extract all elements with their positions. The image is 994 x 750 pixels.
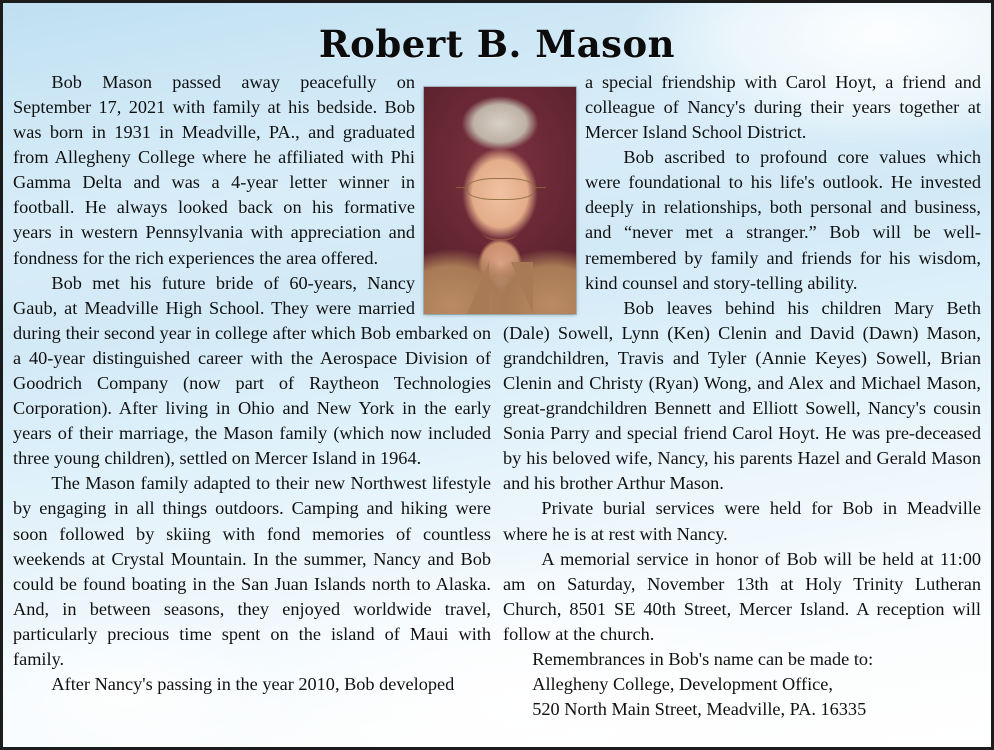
survivors-block — [503, 296, 981, 647]
paragraph-northwest-lifestyle: The Mason family adapted to their new Northwest lifestyle by engaging in all things outdoors. Camping and hiking were soon followed by skiing with fond memories of countless weekends at Crystal Mountain. In the summer, Nancy and Bob could be found boating in the San Juan Islands north to Alaska. And, in between seasons, they enjoyed worldwide travel, particularly precious time spent on the island of Maui with family. — [13, 473, 491, 669]
paragraph-survivors: Bob leaves behind his children Mary Beth (Dale) Sowell, Lynn (Ken) Clenin and David (Dawn) Mason, grandchildren, Travis and Tyler (Annie Keyes) Sowell, Brian Clenin and Christy (Ryan) Wong, and Alex and Michael Mason, great-grandchildren Bennett and Elliott Sowell, Nancy's cousin Sonia Parry and special friend Carol Hoyt. He was pre-deceased by his beloved wife, Nancy, his parents Hazel and Gerald Mason and his brother Arthur Mason. — [503, 297, 981, 494]
paragraph-friendship-continuation: a special friendship with Carol Hoyt, a friend and colleague of Nancy's during their years together at Mercer Island School District. — [585, 71, 981, 143]
portrait-photo — [424, 87, 576, 314]
jacket-lapel-right — [511, 262, 533, 314]
remembrances-organization: Allegheny College, Development Office, — [532, 674, 833, 695]
paragraph-memorial-service: A memorial service in honor of Bob will be held at 11:00 am on Saturday, November 13th at Holy Trinity Lutheran Church, 8501 SE 40th Street, Mercer Island. A reception will follow at the church. — [503, 548, 981, 644]
paragraph-marriage-career: Bob met his future bride of 60-years, Nancy Gaub, at Meadville High School. They were married during their second year in college after which Bob embarked on a 40-year distinguished career with the Aerospace Division of Goodrich Company (now part of Raytheon Technologies Corporation). After living in Ohio and New York in the early years of their marriage, the Mason family (which now included three young children), settled on Mercer Island in 1964. — [13, 272, 491, 469]
paragraph-core-values: Bob ascribed to profound core values which were foundational to his life's outlook. He invested deeply in relationships, both personal and business, and “never met a stranger.” Bob will be well-remembered by family and friends for his wisdom, kind counsel and story-telling ability. — [585, 147, 981, 293]
remembrances-address: 520 North Main Street, Meadville, PA. 16335 — [532, 699, 867, 720]
paragraph-burial: Private burial services were held for Bob in Meadville where he is at rest with Nancy. — [503, 498, 981, 544]
paragraph-obituary-opening: Bob Mason passed away peacefully on September 17, 2021 with family at his bedside. Bob was born in 1931 in Meadville, PA., and graduated from Allegheny College where he affiliated with Phi Gamma Delta and was a 4-year letter winner in football. He always looked back on his formative years in western Pennsylvania with appreciation and fondness for the rich experiences the area offered. — [13, 71, 415, 268]
page-title: Robert B. Mason — [318, 22, 676, 66]
remembrances-block — [503, 647, 981, 722]
paragraph-carol-hoyt-bridge: After Nancy's passing in the year 2010, Bob developed — [51, 674, 455, 695]
remembrances-intro: Remembrances in Bob's name can be made to: — [532, 649, 874, 669]
jacket-lapel-left — [467, 262, 489, 314]
smile — [482, 223, 518, 241]
page-inner — [3, 3, 991, 747]
eyeglasses — [467, 178, 536, 200]
